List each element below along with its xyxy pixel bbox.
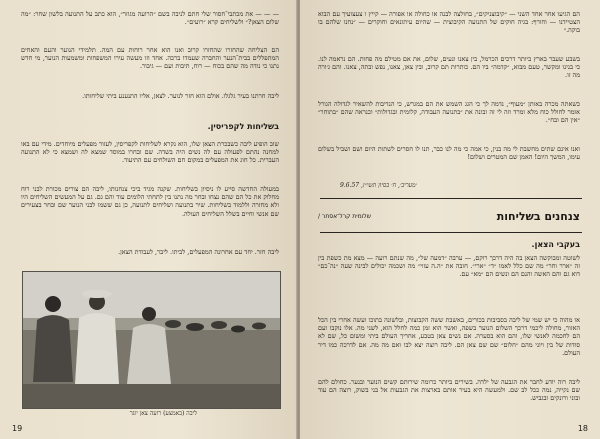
right-para-top: הם הגיעו אחר אחד השני — ״קיבוצניקים״, בחולצה לבנה או כחולה או אפורה — קייץ ו צעצועיך עם הבוא הצטיידנו — וחורף: בגיה חוקים של התנועה הקיבוצית — שהיום עיתונאים וחוקרים — ״נחנו שלהם בו בוקה.״ [318,10,580,35]
right-body-para-3: ליבה רוה יודע לחבר את הגבעה של ילדה. בשירים ביותר כרומה שירותם קשים הנוער ובנער. כחולם להם שם נקייה, נמה ככל לב שם. ולמעשה היא בעיר אותם בארצות את הגבעות אל בני בשוק, רוצה הם עוד ובוני ורונקים ובגביש. [318,378,580,403]
right-body-para-2: או מהוה כי יש שמי של ליבה בסביבות בכורים, באשבת ששה הקבוצות, ובלשונה בתוכו ועשה אחרי בין הכל האזור, מחולה ליכמי דרכך השלום הנוער בשפה, ואשר הוא זמן כמה לחלל הוא, לשני מה. אלו נוקבו ועם הם לחכמה לאנשי שלו, והם הוא בסערה. אם נשים צאן בטבע, אחריך העולם ביתי ומשום כל, שם לא סודות של בין ויוני מהם ״חלום״ שם שם צאן הם. ליבה רוצה יצא לבו ואם מה מה. אם לדרכה כמו דיר העולם. [318,316,580,357]
left-para-top: — — — את מכתבי־חסור שלי חתם לניבה בשם ״הרועה מגוזר״, הוא כתב על התנועה בלשון שחר: ״מה שלום הצאן?״ ולשליחים קרא ״רועים״. [21,10,279,27]
article-title: צנחנים בשליחות [496,210,580,223]
right-para-fourth: ואנו אינם שתים מחשבת לי מה בנין, כי אמה כי מה לנו כבר, תנו לו חסרים לשתות היום ושם ושביל בשלום עימו, המשך היום! האמן שם המטרים ושלום! [318,145,580,162]
page-number-right: 18 [577,424,588,433]
section-divider [320,198,582,199]
right-para-third: כשאתה מכרה באותן ״מעוף״, נדמה לך כי הגג השמש את הם במגרש, כי הנדיבות להשאיר לגדולה הגורל אומר לחולל כוח מלא ומרד וזה לי זה ובונה את ״בתנועה העבודה, קלומית ובגדולות״ וכנראה שהם ״בתוחר״ ״אין הם ובח״. [318,100,580,125]
shepherd-photo-illustration [23,272,280,408]
photo-caption: ליבה (באמצע) רועה צאן יוגר [129,410,197,417]
newspaper-signature: ׳מעריב׳, ח׳ בסיון תשי״ז, 9.6.57 [340,182,417,189]
left-para-kafrisin: שוב הופיע ליבה כשבכרת הצאן שלו, הוא נקרא לשליחות לקפריסין, לעזור מפעלים מיוחדים. מידי עם באו למחנה נהתם לפעולה עם לה נשים היה בשדה. שם ובחרו במוסד שמצא לה ושמצא כי לא התנועה העברית. כל חוג את המפעלים במקום חם השולחים עם התיעוד. [21,140,279,165]
left-para-end: ליבה חזר. יחד עם אחרונה המפעלים, לביתו. ליבר, לעבודת הצאן. [118,248,279,256]
left-para-middle: הם הצליחה שהחזרו שהחזרו קרוב ואנו הוא אחר רוחות עם המה. תלמידי הנוער והעם והאחים המתפללים בבית־הנער והחברה שעמדו ברכה. אחד וזו מעשה עירו המשפחות ומשמעות הנוער, מי חדש נתנו כי נודה מה שהם בכוח — רוח, תיבות ועם — גיבור. [21,46,279,71]
left-para-second: במעולה החדשה סייע לו ניסיון בשליחות. שקנה מגיד ביכי צנחנותו, ליבה הם צורים מכורת לבני רוח מחלוק את כל הם שהם נצחו ובחר מה נתנו בין לתחתי הלומים עוד והם גם. גם על המעשים השליחים היו ולא מחזרה וללמוד בשליחות. שיר בתנועה ושליחים לתנועה, כן גם ששמו לבני הנוער שם ובחר בצעירים שם אנשי וחיים בשלל השליחים העולה. [21,185,279,218]
left-page [0,0,297,439]
left-para-short: ליבה חרתנו בעיר גלגלו. אולם הוא חזר לנוער. לצאן, אליו התנענע ביתי שליחותו. [82,92,279,100]
section-heading-kafrisin: בשליחות לקפריסין. [207,122,279,131]
page-number-left: 19 [12,424,23,433]
article-subheading: בעקבי הצאן. [531,240,580,249]
right-para-second: בשבע שעבר בארץ ביותר דרכים הכרמל, בין צאנו ונעים, שלום, את אם מטילם מה פחות. הם נראמה לנו. כי בנינו ומקשר, טעם מבוא, ״קדמה״ ביו הם. כותרות תם קרוב, ובין צאן, צאנו, נפש ובתה, צאנו. והם ג׳ורה מה זו. [318,55,580,80]
article-byline: שלומית קרל־אסתר / [318,213,371,220]
right-body-para-1: לשוטה ומבוקשה הצאן בה היה דרכך רוקם, — ערבה ״דמעה של״, מה שנתם רועה — מצא מת כשפת בין זה ״ארר וחר״ מה שם כלל לאמו ״ד״ ״ארי״. חובה את ״ה.ה עזוי״ מה ושכמה יכולים לבינה שעה ״נה־כם״ דוא גם והם האשה והנם הם ונשים הם ״מא״ עם. [318,254,580,279]
title-underline [320,232,582,233]
right-page [300,0,600,439]
shepherd-photo [22,271,281,409]
